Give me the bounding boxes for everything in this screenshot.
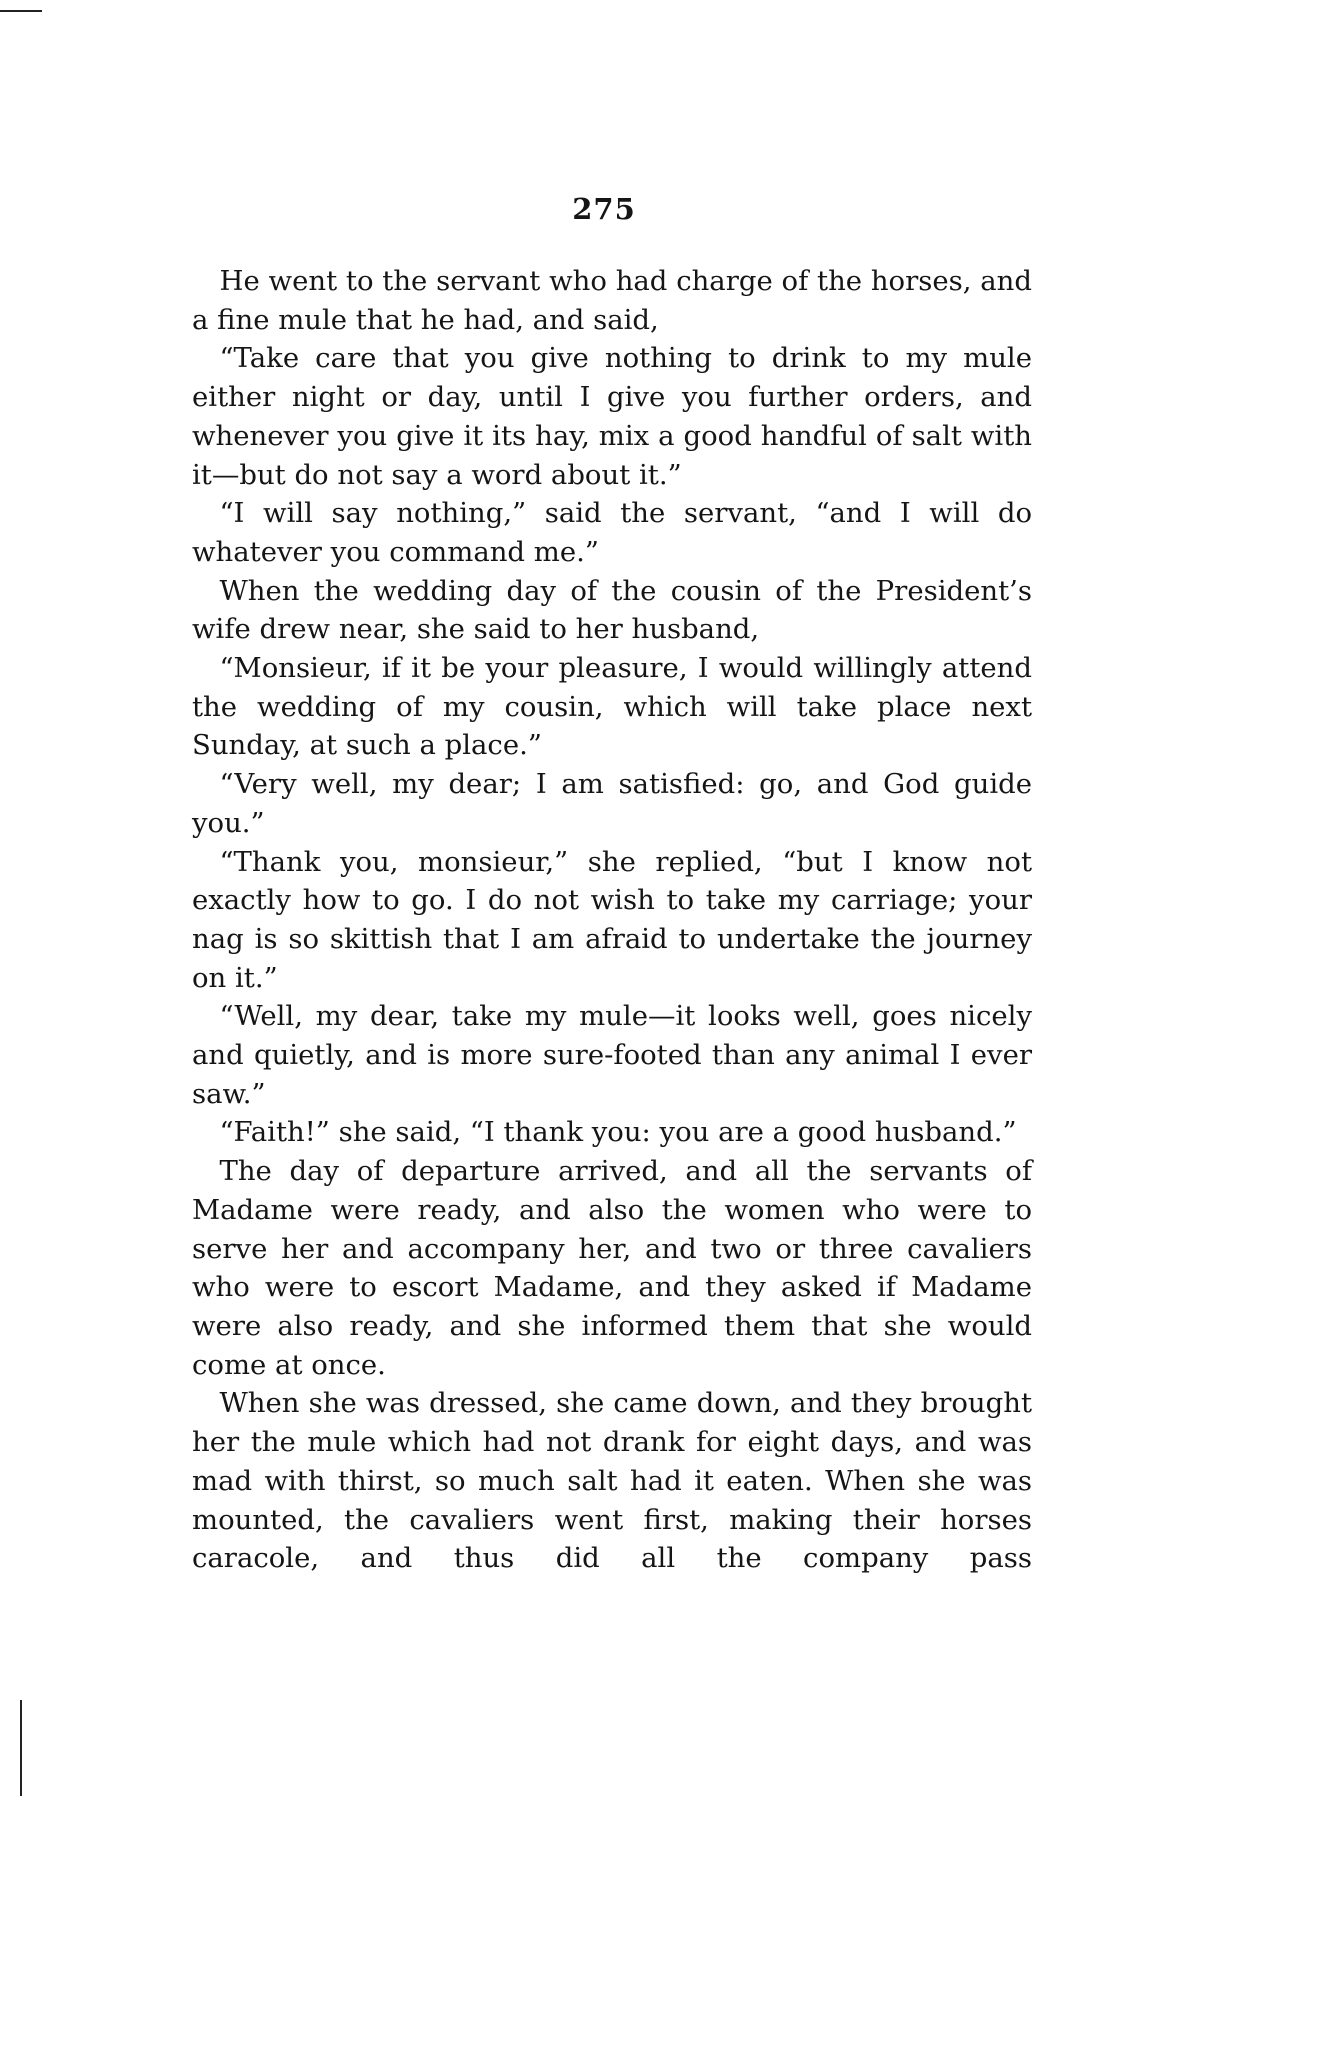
paragraph: The day of departure arrived, and all the servants of Madame were ready, and also the women who were to serve her and accompany her, and two or three cavaliers who were to escort Madame, and they asked if Madame were also ready, and she informed them that she would come at once. (192, 1155, 1032, 1381)
paragraph: “I will say nothing,” said the servant, “and I will do whatever you command me.” (192, 497, 1032, 568)
paragraph: He went to the servant who had charge of the horses, and a fine mule that he had, and said, (192, 265, 1032, 336)
page-number: 275 (572, 192, 636, 226)
paragraph: “Very well, my dear; I am satisfied: go, and God guide you.” (192, 768, 1032, 839)
paragraph: “Take care that you give nothing to drink to my mule either night or day, until I give you further orders, and whenever you give it its hay, mix a good handful of salt with it—but do not say a word about it.” (192, 342, 1032, 491)
paragraph: When she was dressed, she came down, and they brought her the mule which had not drank for eight days, and was mad with thirst, so much salt had it eaten. When she was mounted, the cavaliers went first, making their horses caracole, and thus did all the company pass (192, 1387, 1032, 1575)
paragraph: When the wedding day of the cousin of the President’s wife drew near, she said to her husband, (192, 574, 1032, 646)
paragraph: “Monsieur, if it be your pleasure, I would willingly attend the wedding of my cousin, which will take place next Sunday, at such a place.” (192, 652, 1032, 762)
paragraph: “Thank you, monsieur,” she replied, “but I know not exactly how to go. I do not wish to take my carriage; your nag is so skittish that I am afraid to undertake the journey on it.” (192, 845, 1032, 994)
paragraph: “Well, my dear, take my mule—it looks well, goes nicely and quietly, and is more sure-footed than any animal I ever saw.” (192, 1000, 1032, 1110)
body-text (192, 262, 1032, 1578)
paragraph: “Faith!” she said, “I thank you: you are a good husband.” (219, 1116, 1017, 1149)
scan-margin-mark (20, 1700, 22, 1796)
scan-edge-mark (0, 10, 42, 12)
